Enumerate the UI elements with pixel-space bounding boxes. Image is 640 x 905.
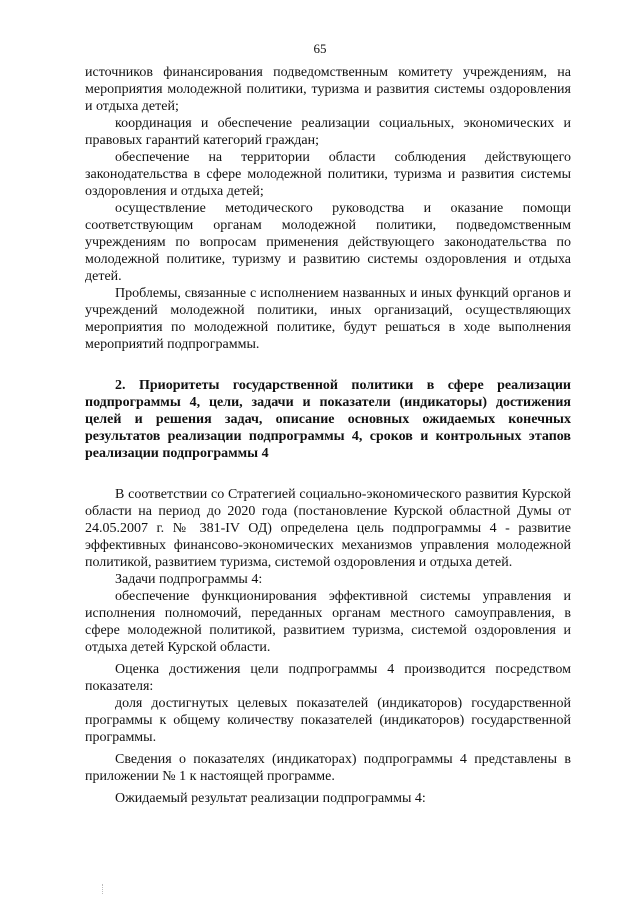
paragraph: Ожидаемый результат реализации подпрограммы 4: (115, 791, 426, 806)
page-body (85, 64, 571, 807)
paragraph: осуществление методического руководства и оказание помощи соответствующим органам молодежной политики, подведомственным учреждениям по вопросам применения действующего законодательства по молодежной политике, туризму и развитию системы оздоровления и отдыха детей. (85, 201, 571, 284)
bottom-paragraphs (85, 486, 571, 807)
scan-mark (102, 884, 107, 894)
top-paragraphs (85, 64, 571, 353)
page-number: 65 (313, 41, 327, 56)
section-heading: 2. Приоритеты государственной политики в сфере реализации подпрограммы 4, цели, задачи и показатели (индикаторы) достижения целей и решения задач, описание основных ожидаемых конечных результатов реализации подпрограммы 4, сроков и контрольных этапов реализации подпрограммы 4 (85, 378, 571, 461)
paragraph: Проблемы, связанные с исполнением названных и иных функций органов и учреждений молодежной политики, иных организаций, осуществляющих мероприятия по молодежной политике, будут решаться в ходе выполнения мероприятий подпрограммы. (85, 286, 571, 352)
paragraph: Оценка достижения цели подпрограммы 4 производится посредством показателя: (85, 662, 571, 694)
paragraph: обеспечение функционирования эффективной системы управления и исполнения полномочий, переданных органам местного самоуправления, в сфере молодежной политикой, развитием туризма, системой оздоровления и отдыха детей Курской области. (85, 589, 571, 655)
paragraph: Сведения о показателях (индикаторах) подпрограммы 4 представлены в приложении № 1 к настоящей программе. (85, 752, 571, 784)
paragraph: обеспечение на территории области соблюдения действующего законодательства в сфере молодежной политики, туризма и развития системы оздоровления и отдыха детей; (85, 150, 571, 199)
paragraph: В соответствии со Стратегией социально-экономического развития Курской области на период до 2020 года (постановление Курской областной Думы от 24.05.2007 г. № 381-IV ОД) определена цель подпрограммы 4 - развитие эффективных финансово-экономических механизмов управления молодежной политикой, развитием туризма, системой оздоровления и отдыха детей. (85, 487, 571, 570)
paragraph: доля достигнутых целевых показателей (индикаторов) государственной программы к общему количеству показателей (индикаторов) государственной программы. (85, 696, 571, 745)
paragraph: Задачи подпрограммы 4: (115, 572, 263, 587)
paragraph: координация и обеспечение реализации социальных, экономических и правовых гарантий категорий граждан; (85, 116, 571, 148)
paragraph: источников финансирования подведомственным комитету учреждениям, на мероприятия молодежной политики, туризма и развития системы оздоровления и отдыха детей; (85, 65, 571, 114)
